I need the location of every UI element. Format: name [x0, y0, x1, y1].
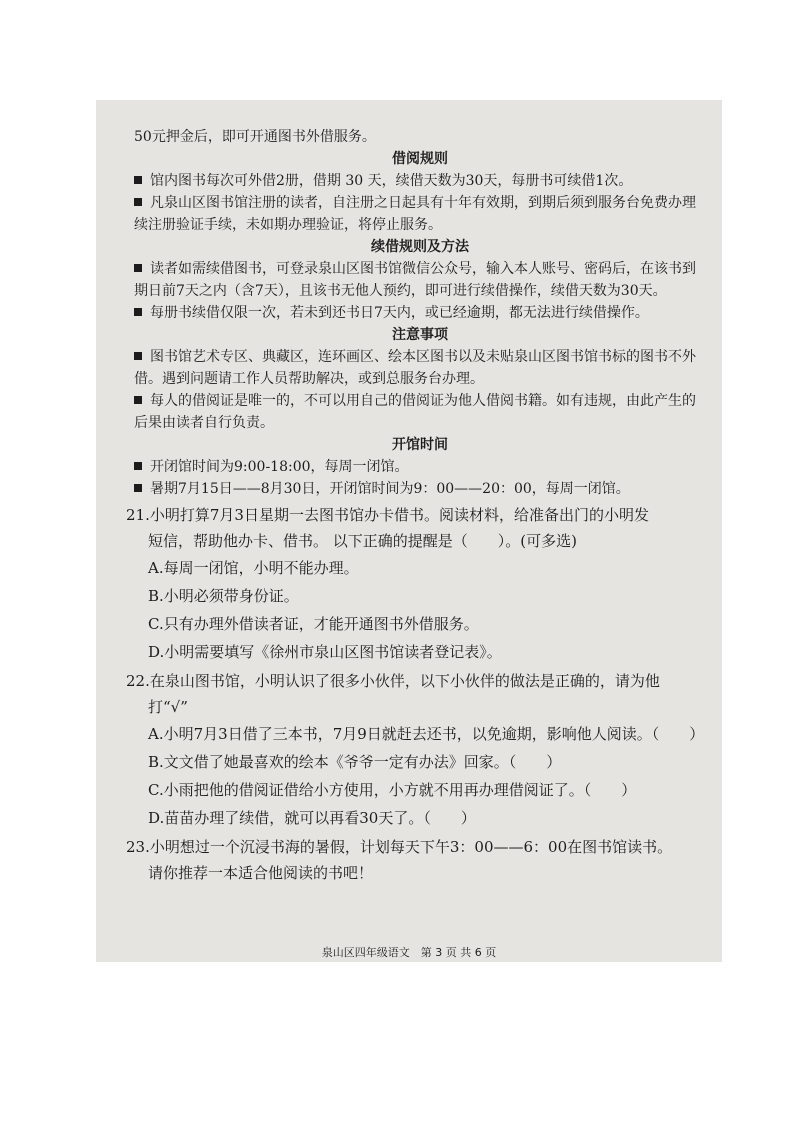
square-bullet-icon: [134, 264, 142, 272]
square-bullet-icon: [134, 462, 142, 470]
question-22-option-d: D.苗苗办理了续借，就可以再看30天了。（ ）: [148, 809, 476, 827]
question-22-option-b: B.文文借了她最喜欢的绘本《爷爷一定有办法》回家。（ ）: [148, 753, 562, 771]
renew-rule-1: 读者如需续借图书，可登录泉山区图书馆微信公众号，输入本人账号、密码后，在该书到期日前7天之内（含7天），且该书无他人预约，即可进行续借操作，续借天数为30天。: [134, 261, 696, 299]
heading-notes: 注意事项: [392, 327, 448, 343]
renew-rule-2: 每册书续借仅限一次，若未到还书日7天内，或已经逾期，都无法进行续借操作。: [134, 302, 706, 324]
note-2: 每人的借阅证是唯一的，不可以用自己的借阅证为他人借阅书籍。如有违规，由此产生的后果由读者自行负责。: [134, 393, 696, 431]
question-22-stem: 22.在泉山图书馆，小明认识了很多小伙伴，以下小伙伴的做法是正确的，请为他: [126, 672, 660, 690]
question-21-option-c: C.只有办理外借读者证，才能开通图书外借服务。: [148, 615, 479, 633]
square-bullet-icon: [134, 484, 142, 492]
borrow-rule-2: 凡泉山区图书馆注册的读者，自注册之日起具有十年有效期，到期后须到服务台免费办理续注册验证手续，未如期办理验证，将停止服务。: [134, 195, 696, 233]
exam-page: [96, 100, 722, 962]
question-23-stem-cont: 请你推荐一本适合他阅读的书吧！: [148, 864, 374, 882]
question-21-stem-cont: 短信，帮助他办卡、借书。 以下正确的提醒是（ ）。(可多选): [148, 532, 577, 550]
square-bullet-icon: [134, 308, 142, 316]
question-22-stem-cont: 打“√”: [148, 698, 188, 716]
square-bullet-icon: [134, 352, 142, 360]
question-21-stem: 21.小明打算7月3日星期一去图书馆办卡借书。阅读材料，给准备出门的小明发: [126, 506, 649, 524]
question-21-option-b: B.小明必须带身份证。: [148, 587, 299, 605]
heading-hours: 开馆时间: [392, 437, 448, 453]
square-bullet-icon: [134, 176, 142, 184]
question-22-option-a: A.小明7月3日借了三本书，7月9日就赶去还书，以免逾期，影响他人阅读。（ ）: [148, 725, 705, 743]
note-1: 图书馆艺术专区、典藏区，连环画区、绘本区图书以及未贴泉山区图书馆书标的图书不外借。遇到问题请工作人员帮助解决，或到总服务台办理。: [134, 349, 696, 387]
heading-borrow-rules: 借阅规则: [392, 151, 448, 167]
hours-2: 暑期7月15日——8月30日，开闭馆时间为9：00——20：00，每周一闭馆。: [134, 478, 706, 500]
heading-renew-rules: 续借规则及方法: [371, 239, 469, 255]
question-21-option-d: D.小明需要填写《徐州市泉山区图书馆读者登记表》。: [148, 643, 502, 661]
borrow-rule-1: 馆内图书每次可外借2册，借期 30 天，续借天数为30天，每册书可续借1次。: [134, 170, 706, 192]
question-21-option-a: A.每周一闭馆，小明不能办理。: [148, 559, 359, 577]
square-bullet-icon: [134, 198, 142, 206]
square-bullet-icon: [134, 396, 142, 404]
intro-tail: 50元押金后，即可开通图书外借服务。: [134, 129, 376, 145]
question-23-stem: 23.小明想过一个沉浸书海的暑假，计划每天下午3：00——6：00在图书馆读书。: [126, 838, 673, 856]
question-22-option-c: C.小雨把他的借阅证借给小方使用，小方就不用再办理借阅证了。（ ）: [148, 781, 637, 799]
page-body: [126, 126, 706, 886]
hours-1: 开闭馆时间为9:00-18:00，每周一闭馆。: [134, 456, 706, 478]
page-footer: 泉山区四年级语文 第 3 页 共 6 页: [321, 946, 497, 959]
